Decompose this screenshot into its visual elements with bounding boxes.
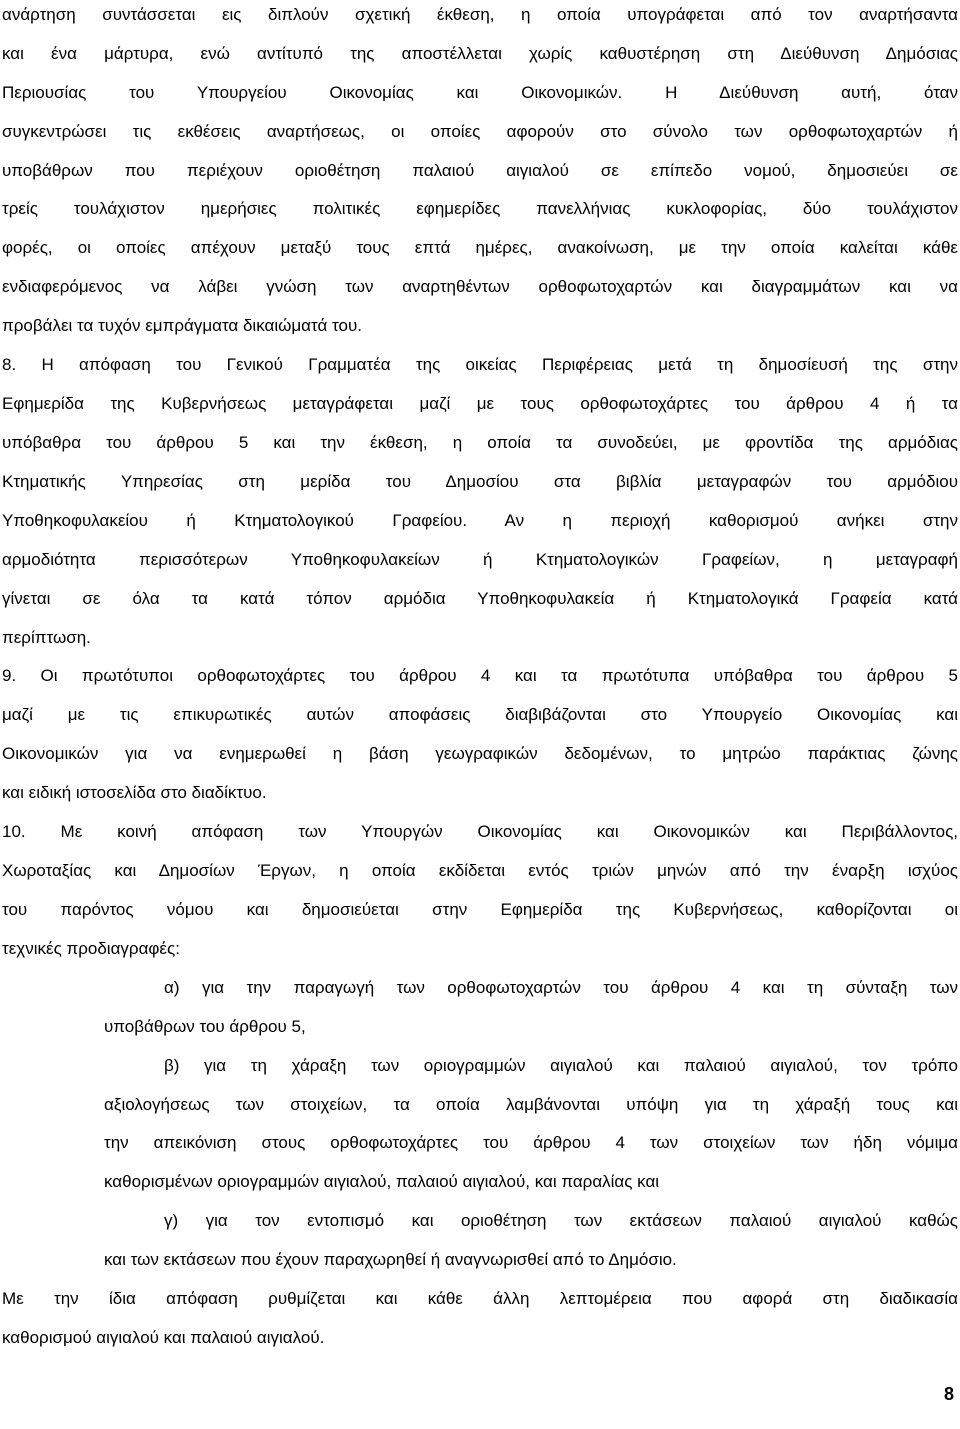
text-line: καθορισμένων οριογραμμών αιγιαλού, παλαιού αιγιαλού, και παραλίας και [104, 1172, 660, 1191]
text-line: περίπτωση. [2, 628, 91, 647]
text-line: Εφημερίδα της Κυβερνήσεως μεταγράφεται μαζί με τους ορθοφωτοχάρτες του άρθρου 4 ή τα [2, 394, 958, 413]
text-line: και ένα μάρτυρα, ενώ αντίτυπό της αποστέλλεται χωρίς καθυστέρηση στη Διεύθυνση Δημόσιας [2, 44, 958, 63]
text-line: ανάρτηση συντάσσεται εις διπλούν σχετική έκθεση, η οποία υπογράφεται από τον αναρτήσαντα [2, 5, 958, 24]
text-line: αρμοδιότητα περισσότερων Υποθηκοφυλακείων ή Κτηματολογικών Γραφείων, η μεταγραφή [2, 550, 958, 569]
text-line: και των εκτάσεων που έχουν παραχωρηθεί ή αναγνωρισθεί από το Δημόσιο. [104, 1250, 677, 1269]
paragraph-10-start: 10. Με κοινή απόφαση των Υπουργών Οικονομίας και Οικονομικών και Περιβάλλοντος, [2, 822, 958, 841]
text-line: Με την ίδια απόφαση ρυθμίζεται και κάθε άλλη λεπτομέρεια που αφορά στη διαδικασία [2, 1289, 958, 1308]
text-line: Οικονομικών για να ενημερωθεί η βάση γεωγραφικών δεδομένων, το μητρώο παράκτιας ζώνης [2, 744, 958, 763]
text-line: ενδιαφερόμενος να λάβει γνώση των αναρτηθέντων ορθοφωτοχαρτών και διαγραμμάτων και να [2, 277, 958, 296]
text-line: υποβάθρων που περιέχουν οριοθέτηση παλαιού αιγιαλού σε επίπεδο νομού, δημοσιεύει σε [2, 161, 958, 180]
list-item-a: α) για την παραγωγή των ορθοφωτοχαρτών του άρθρου 4 και τη σύνταξη των [164, 978, 958, 997]
text-line: μαζί με τις επικυρωτικές αυτών αποφάσεις διαβιβάζονται στο Υπουργείο Οικονομίας και [2, 705, 958, 724]
text-line: προβάλει τα τυχόν εμπράγματα δικαιώματά του. [2, 316, 362, 335]
paragraph-8-start: 8. Η απόφαση του Γενικού Γραμματέα της οικείας Περιφέρειας μετά τη δημοσίευσή της στην [2, 355, 958, 374]
text-line: του παρόντος νόμου και δημοσιεύεται στην Εφημερίδα της Κυβερνήσεως, καθορίζονται οι [2, 900, 958, 919]
text-line: φορές, οι οποίες απέχουν μεταξύ τους επτά ημέρες, ανακοίνωση, με την οποία καλείται κάθε [2, 238, 958, 257]
text-line: γίνεται σε όλα τα κατά τόπον αρμόδια Υποθηκοφυλακεία ή Κτηματολογικά Γραφεία κατά [2, 589, 958, 608]
text-line: Υποθηκοφυλακείου ή Κτηματολογικού Γραφείου. Αν η περιοχή καθορισμού ανήκει στην [2, 511, 958, 530]
text-line: Χωροταξίας και Δημοσίων Έργων, η οποία εκδίδεται εντός τριών μηνών από την έναρξη ισχύος [2, 861, 958, 880]
text-line: υπόβαθρα του άρθρου 5 και την έκθεση, η οποία τα συνοδεύει, με φροντίδα της αρμόδιας [2, 433, 958, 452]
text-line: και ειδική ιστοσελίδα στο διαδίκτυο. [2, 783, 267, 802]
list-item-b: β) για τη χάραξη των οριογραμμών αιγιαλού και παλαιού αιγιαλού, τον τρόπο [164, 1056, 958, 1075]
text-line: την απεικόνιση στους ορθοφωτοχάρτες του άρθρου 4 των στοιχείων των ήδη νόμιμα [104, 1133, 958, 1152]
text-line: τρείς τουλάχιστον ημερήσιες πολιτικές εφημερίδες πανελλήνιας κυκλοφορίας, δύο τουλάχιστον [2, 199, 958, 218]
text-line: Περιουσίας του Υπουργείου Οικονομίας και Οικονομικών. Η Διεύθυνση αυτή, όταν [2, 83, 958, 102]
text-line: συγκεντρώσει τις εκθέσεις αναρτήσεως, οι οποίες αφορούν στο σύνολο των ορθοφωτοχαρτών ή [2, 122, 958, 141]
text-line: υποβάθρων του άρθρου 5, [104, 1017, 306, 1036]
list-item-c: γ) για τον εντοπισμό και οριοθέτηση των εκτάσεων παλαιού αιγιαλού καθώς [164, 1211, 958, 1230]
text-line: καθορισμού αιγιαλού και παλαιού αιγιαλού. [2, 1328, 325, 1347]
text-line: αξιολογήσεως των στοιχείων, τα οποία λαμβάνονται υπόψη για τη χάραξή τους και [104, 1095, 958, 1114]
paragraph-9-start: 9. Οι πρωτότυποι ορθοφωτοχάρτες του άρθρου 4 και τα πρωτότυπα υπόβαθρα του άρθρου 5 [2, 666, 958, 685]
page-number: 8 [943, 1384, 954, 1404]
text-line: Κτηματικής Υπηρεσίας στη μερίδα του Δημοσίου στα βιβλία μεταγραφών του αρμόδιου [2, 472, 958, 491]
text-line: τεχνικές προδιαγραφές: [2, 939, 180, 958]
